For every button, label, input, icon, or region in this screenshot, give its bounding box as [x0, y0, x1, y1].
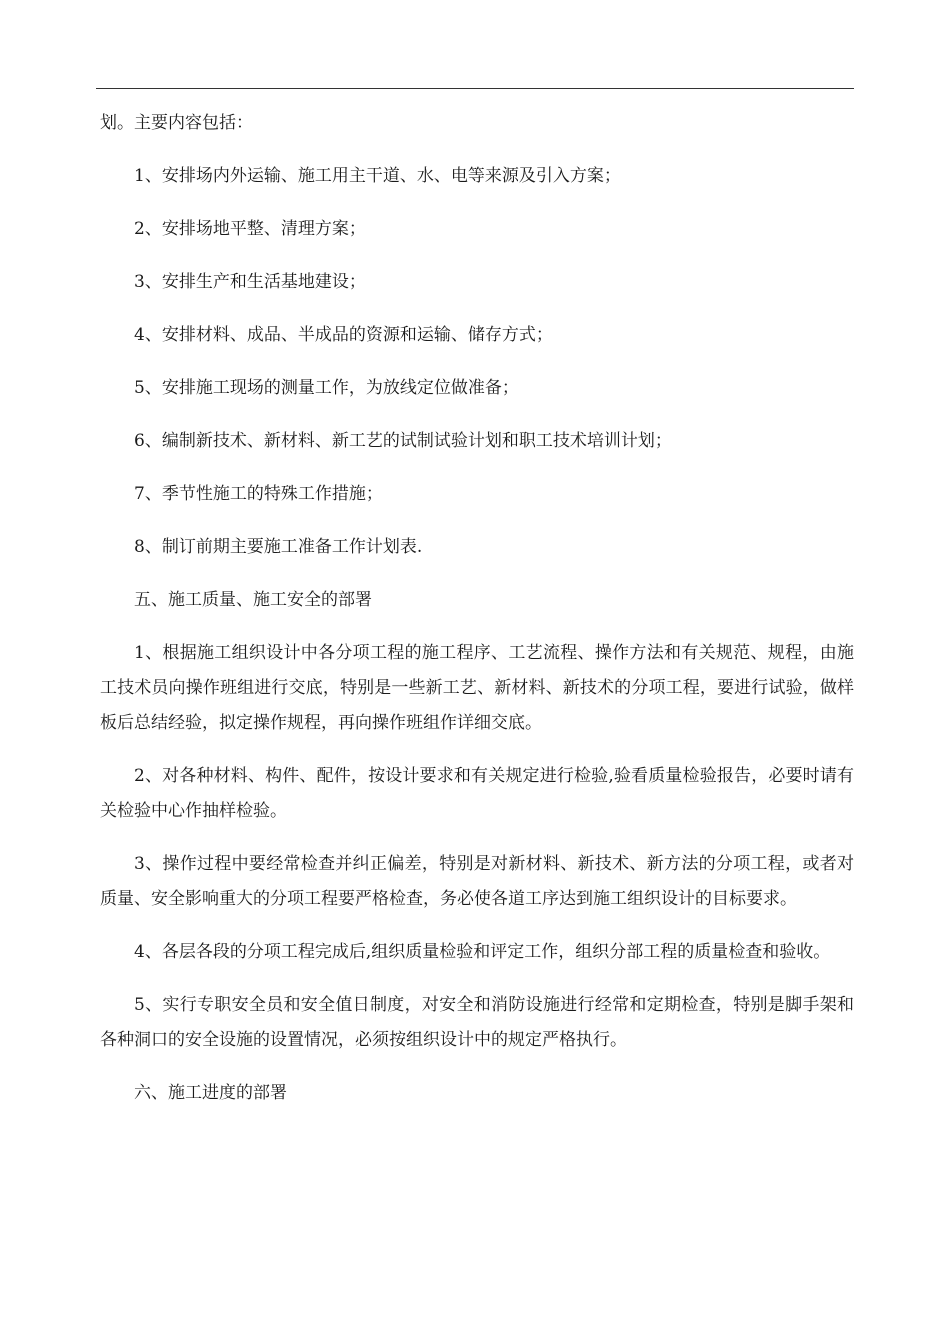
header-rule	[96, 88, 854, 89]
quality-item-5: 5、实行专职安全员和安全值日制度，对安全和消防设施进行经常和定期检查，特别是脚手架和各种洞口的安全设施的设置情况，必须按组织设计中的规定严格执行。	[100, 995, 854, 1050]
list-item-6: 6、编制新技术、新材料、新工艺的试制试验计划和职工技术培训计划；	[134, 431, 672, 451]
list-item-8: 8、制订前期主要施工准备工作计划表.	[134, 537, 423, 557]
list-item-7: 7、季节性施工的特殊工作措施；	[134, 484, 383, 504]
quality-item-2: 2、对各种材料、构件、配件，按设计要求和有关规定进行检验,验看质量检验报告，必要时请有关检验中心作抽样检验。	[100, 766, 854, 821]
paragraph-continuation: 划。主要内容包括：	[100, 113, 253, 133]
list-item-4: 4、安排材料、成品、半成品的资源和运输、储存方式；	[134, 325, 553, 345]
list-item-1: 1、安排场内外运输、施工用主干道、水、电等来源及引入方案；	[134, 166, 621, 186]
quality-item-3: 3、操作过程中要经常检查并纠正偏差，特别是对新材料、新技术、新方法的分项工程，或者对质量、安全影响重大的分项工程要严格检查，务必使各道工序达到施工组织设计的目标要求。	[100, 854, 854, 909]
quality-item-1: 1、根据施工组织设计中各分项工程的施工程序、工艺流程、操作方法和有关规范、规程，由施工技术员向操作班组进行交底，特别是一些新工艺、新材料、新技术的分项工程，要进行试验，做样板后总结经验，拟定操作规程，再向操作班组作详细交底。	[100, 643, 854, 733]
quality-item-4: 4、各层各段的分项工程完成后,组织质量检验和评定工作，组织分部工程的质量检查和验收。	[134, 942, 831, 962]
document-body	[100, 106, 854, 1129]
list-item-5: 5、安排施工现场的测量工作，为放线定位做准备；	[134, 378, 519, 398]
list-item-2: 2、安排场地平整、清理方案；	[134, 219, 366, 239]
section-heading-6: 六、施工进度的部署	[134, 1083, 287, 1103]
section-heading-5: 五、施工质量、施工安全的部署	[134, 590, 372, 610]
list-item-3: 3、安排生产和生活基地建设；	[134, 272, 366, 292]
